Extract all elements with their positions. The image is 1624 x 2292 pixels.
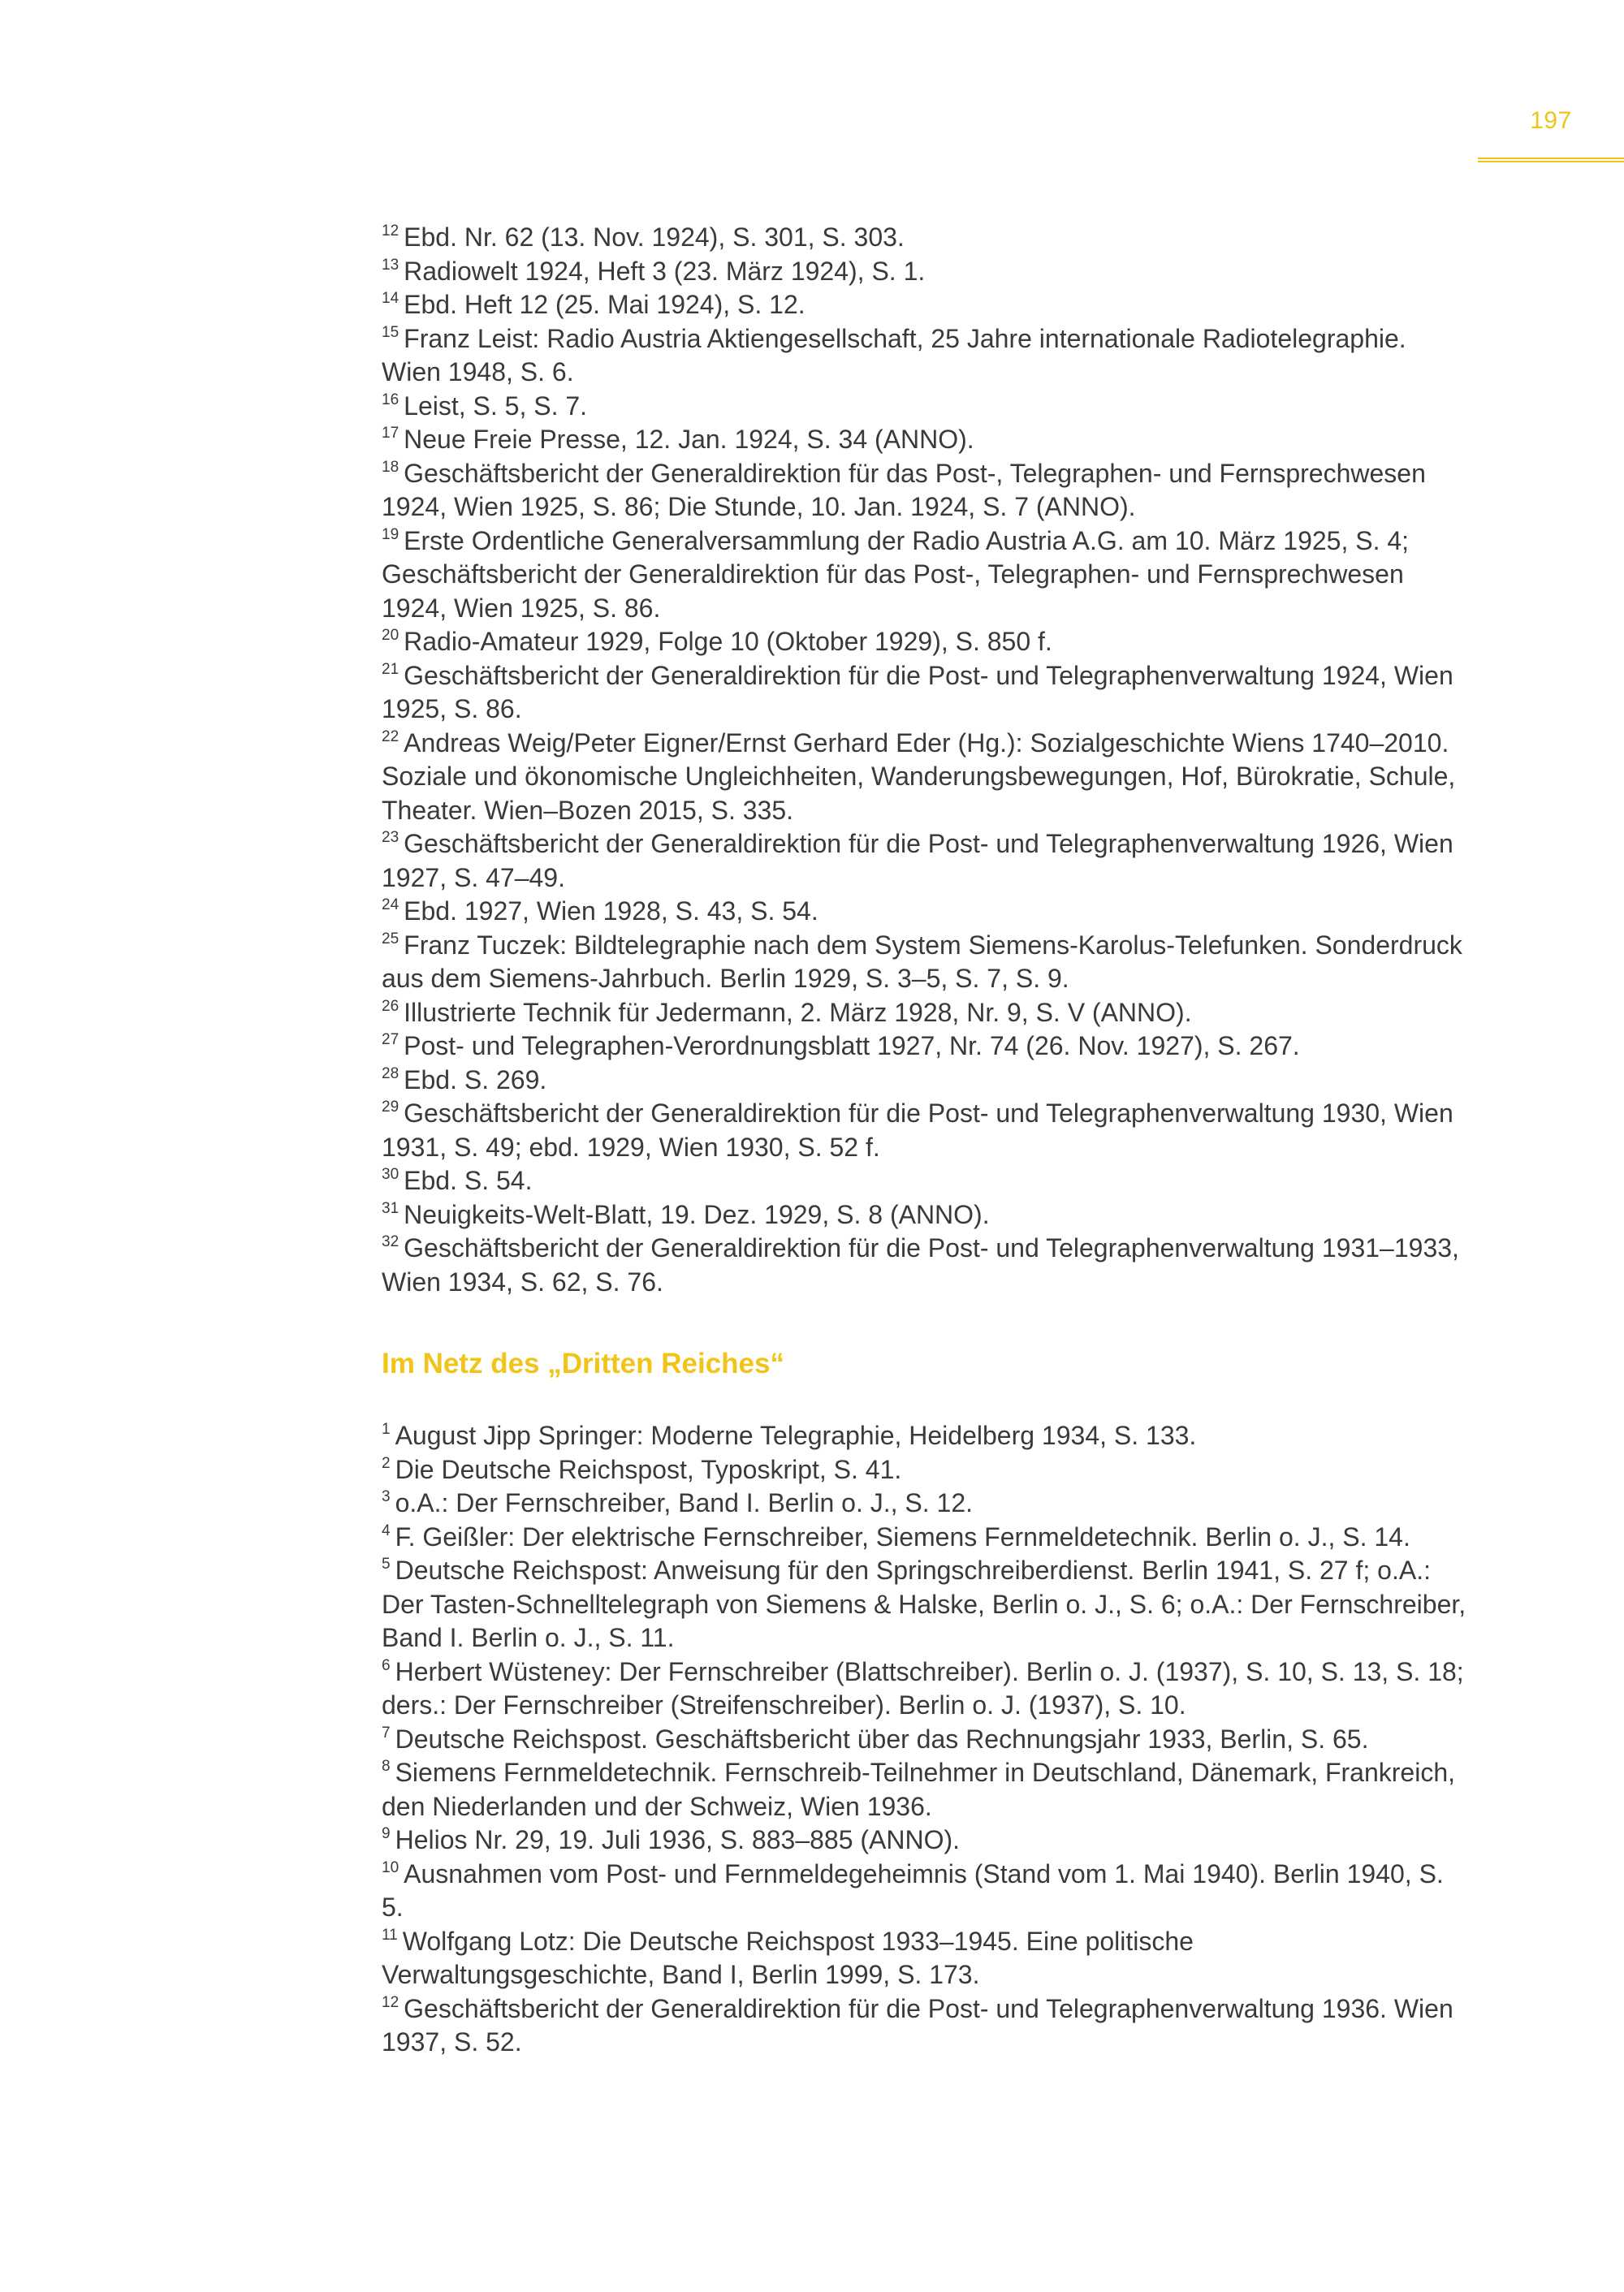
footnote-number: 25 — [382, 930, 400, 947]
footnote-text: Die Deutsche Reichspost, Typoskript, S. 41. — [395, 1454, 902, 1484]
footnote-text: Ebd. Nr. 62 (13. Nov. 1924), S. 301, S. 303. — [404, 222, 905, 252]
footnote-number: 18 — [382, 458, 400, 476]
footnote — [382, 996, 1470, 1030]
footnotes-list-continued — [382, 221, 1470, 1299]
page-number-rule — [1478, 158, 1624, 162]
footnote-text: Radio-Amateur 1929, Folge 10 (Oktober 1929), S. 850 f. — [404, 627, 1052, 656]
footnote-text: Geschäftsbericht der Generaldirektion für die Post- und Telegraphenverwaltung 1924, Wien 1925, S. 86. — [382, 660, 1453, 723]
footnote-number: 19 — [382, 525, 400, 543]
footnotes-list-section — [382, 1419, 1470, 2060]
footnote — [382, 727, 1470, 828]
footnote-text: Andreas Weig/Peter Eigner/Ernst Gerhard Eder (Hg.): Sozialgeschichte Wiens 1740–2010. Soziale und ökonomische Ungleichheiten, Wanderungsbewegungen, Hof, Bürokratie, Schule, Theater. Wien–Bozen 2015, S. 335. — [382, 727, 1456, 825]
footnote-text: Ebd. S. 54. — [404, 1166, 533, 1195]
footnotes-content — [382, 221, 1470, 2060]
footnote-text: Geschäftsbericht der Generaldirektion für die Post- und Telegraphenverwaltung 1936. Wien 1937, S. 52. — [382, 1993, 1453, 2057]
footnote-text: Illustrierte Technik für Jedermann, 2. März 1928, Nr. 9, S. V (ANNO). — [404, 997, 1192, 1027]
footnote-text: Ebd. Heft 12 (25. Mai 1924), S. 12. — [404, 290, 806, 319]
footnote — [382, 221, 1470, 255]
footnote-text: Erste Ordentliche Generalversammlung der Radio Austria A.G. am 10. März 1925, S. 4; Geschäftsbericht der Generaldirektion für das Post-, Telegraphen- und Fernsprechwesen 1924, Wien 1925, S. 86. — [382, 525, 1410, 623]
footnote-text: Siemens Fernmeldetechnik. Fernschreib-Teilnehmer in Deutschland, Dänemark, Frankreich, den Niederlanden und der Schweiz, Wien 1936. — [382, 1758, 1456, 1821]
footnote-number: 16 — [382, 391, 400, 408]
footnote-text: F. Geißler: Der elektrische Fernschreiber, Siemens Fernmeldetechnik. Berlin o. J., S. 14. — [395, 1522, 1410, 1552]
footnote-number: 23 — [382, 829, 400, 846]
footnote-number: 29 — [382, 1099, 400, 1116]
footnote — [382, 1992, 1470, 2060]
footnote-text: Franz Leist: Radio Austria Aktiengesellschaft, 25 Jahre internationale Radiotelegraphie. Wien 1948, S. 6. — [382, 323, 1406, 386]
footnote — [382, 457, 1470, 524]
footnote — [382, 1824, 1470, 1858]
footnote — [382, 322, 1470, 390]
footnote-number: 27 — [382, 1031, 400, 1048]
footnote — [382, 288, 1470, 322]
footnote — [382, 625, 1470, 659]
footnote-text: Neue Freie Presse, 12. Jan. 1924, S. 34 (ANNO). — [404, 425, 974, 454]
footnote-number: 1 — [382, 1421, 391, 1438]
footnote-text: Deutsche Reichspost: Anweisung für den Springschreiberdienst. Berlin 1941, S. 27 f; o.A.: Der Tasten-Schnelltelegraph von Siemens & Halske, Berlin o. J., S. 6; o.A.: Der Fernschreiber, Band I. Berlin o. J., S. 11. — [382, 1556, 1466, 1652]
footnote-number: 22 — [382, 727, 400, 745]
footnote — [382, 1419, 1470, 1453]
footnote-number: 12 — [382, 222, 400, 240]
footnote-number: 15 — [382, 323, 400, 341]
footnote-text: Post- und Telegraphen-Verordnungsblatt 1927, Nr. 74 (26. Nov. 1927), S. 267. — [404, 1031, 1300, 1060]
footnote — [382, 390, 1470, 424]
footnote — [382, 659, 1470, 727]
footnote — [382, 1029, 1470, 1064]
footnote — [382, 255, 1470, 289]
footnote-text: Franz Tuczek: Bildtelegraphie nach dem System Siemens-Karolus-Telefunken. Sonderdruck aus dem Siemens-Jahrbuch. Berlin 1929, S. 3–5, S. 7, S. 9. — [382, 930, 1462, 993]
page-number: 197 — [1530, 107, 1572, 134]
footnote — [382, 1232, 1470, 1299]
footnote-number: 17 — [382, 425, 400, 442]
footnote-number: 4 — [382, 1522, 391, 1539]
footnote-number: 10 — [382, 1858, 400, 1876]
footnote — [382, 1756, 1470, 1824]
footnote — [382, 1064, 1470, 1098]
footnote-text: Herbert Wüsteney: Der Fernschreiber (Blattschreiber). Berlin o. J. (1937), S. 10, S. 13, S. 18; ders.: Der Fernschreiber (Streifenschreiber). Berlin o. J. (1937), S. 10. — [382, 1656, 1464, 1720]
footnote — [382, 895, 1470, 929]
footnote-text: Ebd. S. 269. — [404, 1064, 547, 1094]
footnote-text: Leist, S. 5, S. 7. — [404, 391, 588, 421]
footnote-text: Ebd. 1927, Wien 1928, S. 43, S. 54. — [404, 896, 818, 926]
footnote — [382, 1164, 1470, 1198]
footnote — [382, 1723, 1470, 1757]
footnote-text: Deutsche Reichspost. Geschäftsbericht über das Rechnungsjahr 1933, Berlin, S. 65. — [395, 1724, 1369, 1754]
footnote-number: 3 — [382, 1488, 391, 1505]
footnote-number: 13 — [382, 256, 400, 274]
footnote-number: 7 — [382, 1724, 391, 1742]
footnote-text: Ausnahmen vom Post- und Fernmeldegeheimnis (Stand vom 1. Mai 1940). Berlin 1940, S. 5. — [382, 1858, 1444, 1922]
footnote-number: 9 — [382, 1825, 391, 1842]
footnote — [382, 1655, 1470, 1723]
footnote-number: 12 — [382, 1993, 400, 2011]
footnote — [382, 1925, 1470, 1992]
footnote — [382, 1521, 1470, 1555]
footnote-text: o.A.: Der Fernschreiber, Band I. Berlin o. J., S. 12. — [395, 1488, 974, 1517]
footnote-number: 28 — [382, 1064, 400, 1082]
footnote-text: Geschäftsbericht der Generaldirektion für die Post- und Telegraphenverwaltung 1930, Wien 1931, S. 49; ebd. 1929, Wien 1930, S. 52 f. — [382, 1099, 1453, 1162]
footnote — [382, 929, 1470, 996]
footnote-number: 31 — [382, 1199, 400, 1217]
footnote-number: 11 — [382, 1926, 398, 1944]
footnote-number: 30 — [382, 1166, 400, 1183]
footnote-number: 20 — [382, 627, 400, 644]
footnote-text: Radiowelt 1924, Heft 3 (23. März 1924), S. 1. — [404, 256, 926, 286]
footnote-number: 14 — [382, 290, 400, 307]
footnote — [382, 1198, 1470, 1232]
footnote — [382, 423, 1470, 457]
footnote-number: 24 — [382, 896, 400, 913]
footnote-number: 26 — [382, 997, 400, 1015]
footnote — [382, 1487, 1470, 1521]
footnote — [382, 827, 1470, 895]
footnote-text: Geschäftsbericht der Generaldirektion für das Post-, Telegraphen- und Fernsprechwesen 1924, Wien 1925, S. 86; Die Stunde, 10. Jan. 1924, S. 7 (ANNO). — [382, 458, 1426, 521]
footnote — [382, 1554, 1470, 1655]
footnote-number: 8 — [382, 1758, 391, 1775]
footnote — [382, 1858, 1470, 1925]
footnote — [382, 1453, 1470, 1487]
section-heading: Im Netz des „Dritten Reiches“ — [382, 1348, 784, 1379]
footnote-number: 2 — [382, 1454, 391, 1472]
footnote-text: August Jipp Springer: Moderne Telegraphie, Heidelberg 1934, S. 133. — [395, 1421, 1197, 1450]
footnote-text: Neuigkeits-Welt-Blatt, 19. Dez. 1929, S. 8 (ANNO). — [404, 1199, 990, 1229]
footnote-number: 21 — [382, 660, 400, 678]
footnote-number: 32 — [382, 1233, 400, 1250]
footnote-number: 5 — [382, 1556, 391, 1573]
footnote-text: Geschäftsbericht der Generaldirektion für die Post- und Telegraphenverwaltung 1926, Wien 1927, S. 47–49. — [382, 829, 1453, 892]
footnote-number: 6 — [382, 1656, 391, 1674]
footnote — [382, 1097, 1470, 1164]
footnote-text: Geschäftsbericht der Generaldirektion für die Post- und Telegraphenverwaltung 1931–1933, Wien 1934, S. 62, S. 76. — [382, 1233, 1459, 1297]
footnote — [382, 524, 1470, 626]
footnote-text: Helios Nr. 29, 19. Juli 1936, S. 883–885 (ANNO). — [395, 1825, 961, 1854]
footnote-text: Wolfgang Lotz: Die Deutsche Reichspost 1933–1945. Eine politische Verwaltungsgeschichte, Band I, Berlin 1999, S. 173. — [382, 1926, 1194, 1989]
